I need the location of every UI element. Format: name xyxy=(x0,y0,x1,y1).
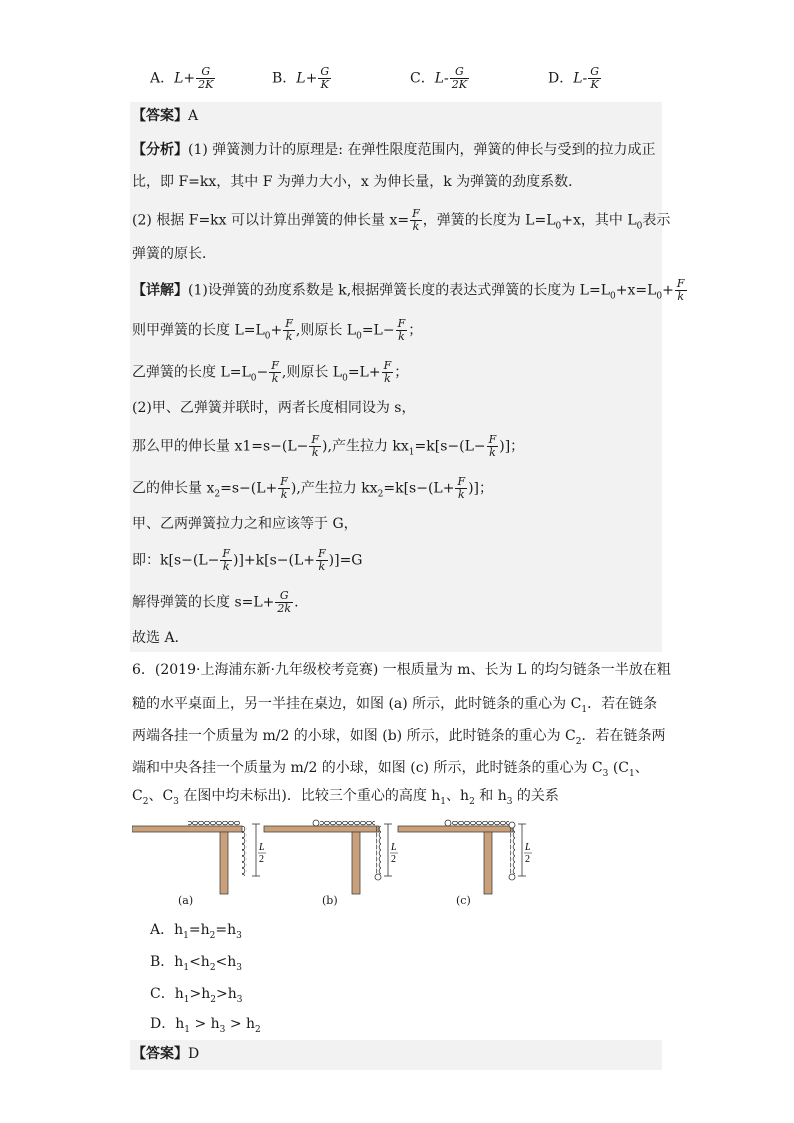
svg-text:L: L xyxy=(259,842,265,853)
answer-2: 【答案】D xyxy=(132,1046,200,1062)
answer-2-block xyxy=(130,1040,662,1070)
detail-line-4: (2)甲、乙弹簧并联时，两者长度相同设为 s， xyxy=(132,400,416,416)
detail-line-8: 即：k[s−(L− $\frac{F}{k}$ )]+k[s−(L+ $\frac{F}{k}$ )]=G xyxy=(132,547,363,573)
svg-text:2: 2 xyxy=(391,854,396,865)
figure-c xyxy=(398,820,532,894)
fraction: $\frac{G}{2K}$ xyxy=(451,65,467,91)
svg-text:2: 2 xyxy=(259,854,264,865)
svg-text:L: L xyxy=(525,842,531,853)
q6-line-3: 两端各挂一个质量为 m/2 的小球，如图 (b) 所示，此时链条的重心为 $C_2$．若在链条两 xyxy=(132,728,666,747)
option-c-top: C．L- $\frac{G}{2K}$ xyxy=(410,65,467,91)
q6-line-5: $C_2$、$C_3$ 在图中均未标出)．比较三个重心的高度 $h_1$、$h_2$ 和 $h_3$ 的关系 xyxy=(132,788,559,807)
detail-line-5: 那么甲的伸长量 x1=s−(L− $\frac{F}{k}$ ),产生拉力 $kx_1=k[s-(L-$ $\frac{F}{k}$ )]； xyxy=(132,433,525,459)
detail-line-3: 乙弹簧的长度 $L=L_0-$ $\frac{F}{k}$ ,则原长 $L_0=L+$ $\frac{F}{k}$ ； xyxy=(132,359,409,385)
answer-1: 【答案】A xyxy=(132,108,199,124)
detail-line-10: 故选 A. xyxy=(132,630,180,646)
caption-c: (c) xyxy=(456,894,471,907)
option-a-top: A．L+ $\frac{G}{2K}$ xyxy=(150,65,214,91)
analysis-line-1: 【分析】(1) 弹簧测力计的原理是: 在弹性限度范围内，弹簧的伸长与受到的拉力成正 xyxy=(132,142,656,158)
caption-b: (b) xyxy=(322,894,338,907)
q6-line-4: 端和中央各挂一个质量为 m/2 的小球，如图 (c) 所示，此时链条的重心为 $C_3$ ($C_1$、 xyxy=(132,760,649,779)
detail-line-1: 【详解】(1)设弹簧的劲度系数是 k,根据弹簧长度的表达式弹簧的长度为 $L=L_0+x=L_0+$ $\frac{F}{k}$ xyxy=(132,277,685,303)
choice-c: C．$h_1>h_2>h_3$ xyxy=(150,986,243,1005)
option-b-top: B．L+ $\frac{G}{K}$ xyxy=(272,65,330,91)
analysis-line-3: (2) 根据 F=kx 可以计算出弹簧的伸长量 x= $\frac{F}{k}$ ，弹簧的长度为 $L=L_0+x$，其中 $L_0$表示 xyxy=(132,207,671,233)
q6-line-2: 糙的水平桌面上，另一半挂在桌边，如图 (a) 所示，此时链条的重心为 $C_1$．若在链条 xyxy=(132,696,658,715)
q6-line-1: 6．(2019·上海浦东新·九年级校考竞赛) 一根质量为 m、长为 L 的均匀链条一半放在粗 xyxy=(132,662,671,678)
svg-text:2: 2 xyxy=(525,854,530,865)
detail-line-9: 解得弹簧的长度 s=L+ $\frac{G}{2k}$ . xyxy=(132,589,299,615)
detail-line-7: 甲、乙两弹簧拉力之和应该等于 G， xyxy=(132,516,358,532)
svg-text:L: L xyxy=(391,842,397,853)
detail-line-6: 乙的伸长量 $x_2=s-(L+$ $\frac{F}{k}$ ),产生拉力 $kx_2=k[s-(L+$ $\frac{F}{k}$ )]； xyxy=(132,475,494,501)
analysis-line-2: 比，即 F=kx，其中 F 为弹力大小，x 为伸长量，k 为弹簧的劲度系数． xyxy=(132,174,583,190)
caption-a: (a) xyxy=(178,894,194,907)
choice-b: B．$h_1<h_2<h_3$ xyxy=(150,954,243,973)
figure-a xyxy=(132,821,266,894)
choice-d: D．$h_1 > h_3 > h_2$ xyxy=(150,1016,261,1035)
figure-b xyxy=(264,820,398,894)
option-d-top: D．L- $\frac{G}{K}$ xyxy=(548,65,600,91)
fraction: $\frac{G}{K}$ xyxy=(320,65,330,91)
fraction: $\frac{G}{2K}$ xyxy=(198,65,214,91)
detail-line-2: 则甲弹簧的长度 $L=L_0+$ $\frac{F}{k}$ ,则原长 $L_0=L-$ $\frac{F}{k}$ ； xyxy=(132,317,423,343)
chain-diagrams xyxy=(132,814,652,910)
chain-figures xyxy=(132,814,652,910)
fraction: $\frac{G}{K}$ xyxy=(590,65,600,91)
analysis-line-4: 弹簧的原长． xyxy=(132,246,216,262)
choice-a: A．$h_1=h_2=h_3$ xyxy=(150,922,242,941)
